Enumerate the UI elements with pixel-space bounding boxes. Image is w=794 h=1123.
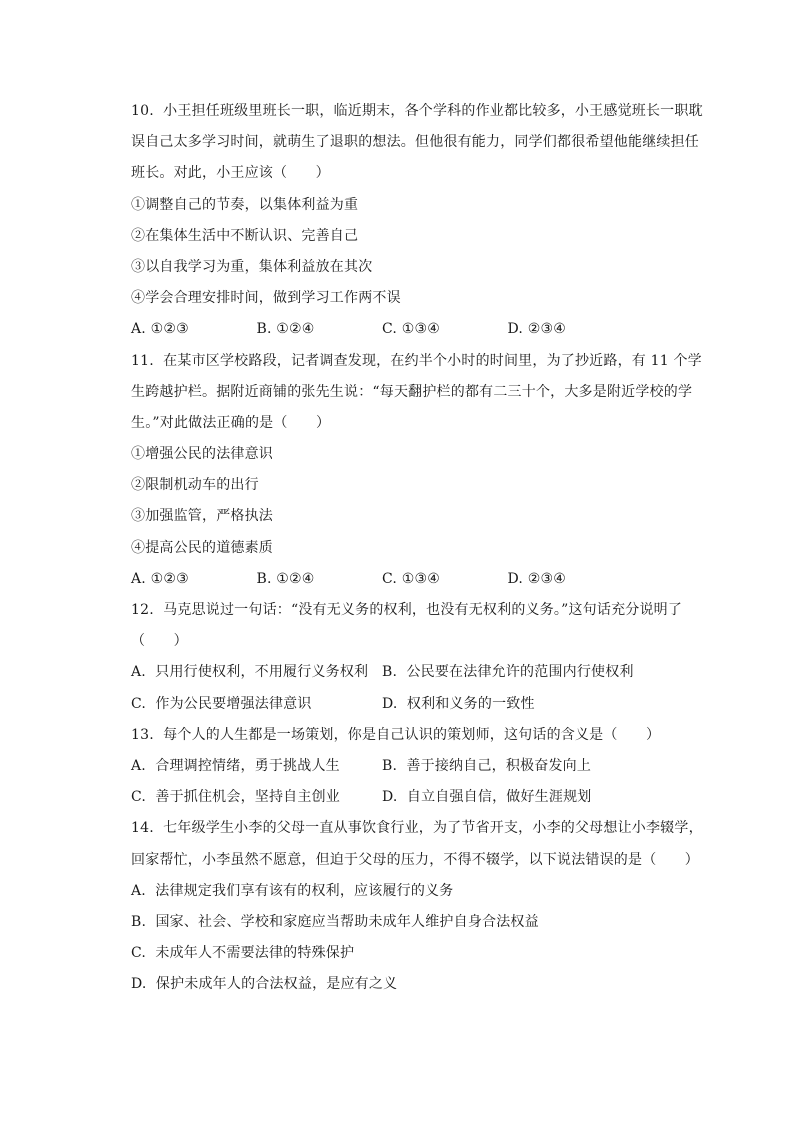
answer-options-row (131, 751, 691, 782)
statement-item: ②限制机动车的出行 (131, 477, 259, 494)
question-stem-line: 生。”对此做法正确的是（ ） (131, 414, 331, 431)
option-b: B. ①②④ (256, 570, 315, 587)
option-d: D. ②③④ (507, 570, 566, 587)
option-b: B. 国家、社会、学校和家庭应当帮助未成年人维护自身合法权益 (131, 913, 539, 930)
answer-options (131, 314, 691, 345)
answer-options-row (131, 689, 691, 720)
question-14 (131, 813, 703, 1000)
answer-options (131, 564, 691, 595)
statement-item: ①增强公民的法律意识 (131, 446, 273, 463)
question-stem-line: 12. 马克思说过一句话：“没有无义务的权利，也没有无权利的义务。”这句话充分说明了 (131, 602, 683, 618)
option-c: C. 善于抓住机会，坚持自主创业 (131, 789, 340, 806)
question-stem-line: 13. 每个人的人生都是一场策划，你是自己认识的策划师，这句话的含义是（ ） (131, 726, 661, 743)
option-c: C. 作为公民要增强法律意识 (131, 695, 312, 712)
question-10 (131, 96, 703, 346)
option-d: D. ②③④ (507, 321, 566, 338)
statement-item: ③加强监管，严格执法 (131, 508, 273, 525)
statement-item: ③以自我学习为重，集体利益放在其次 (131, 258, 373, 275)
question-stem-line: 误自己太多学习时间，就萌生了退职的想法。但他很有能力，同学们都很希望他能继续担任 (131, 134, 699, 151)
question-stem-line: 回家帮忙，小李虽然不愿意，但迫于父母的压力，不得不辍学，以下说法错误的是（ ） (131, 851, 699, 868)
option-c: C. ①③④ (382, 321, 440, 338)
question-stem-line: 生跨越护栏。据附近商铺的张先生说：“每天翻护栏的都有二三十个，大多是附近学校的学 (131, 383, 693, 400)
answer-options-row (131, 782, 691, 813)
option-d: D. 保护未成年人的合法权益，是应有之义 (131, 976, 398, 993)
question-11 (131, 346, 702, 596)
question-stem-line: 班长。对此，小王应该（ ） (131, 165, 330, 182)
option-d: D. 权利和义务的一致性 (382, 695, 535, 712)
statement-item: ①调整自己的节奏，以集体利益为重 (131, 196, 359, 213)
question-stem-line: 11. 在某市区学校路段，记者调查发现，在约半个小时的时间里，为了抄近路，有 11 个学 (131, 352, 702, 369)
option-b: B. 善于接纳自己，积极奋发向上 (382, 757, 592, 774)
option-b: B. ①②④ (256, 321, 315, 338)
question-list (131, 96, 703, 1000)
option-c: C. ①③④ (382, 570, 440, 587)
answer-options-row (131, 657, 691, 688)
option-b: B. 公民要在法律允许的范围内行使权利 (382, 664, 634, 681)
question-12 (131, 595, 691, 720)
option-a: A. 法律规定我们享有该有的权利，应该履行的义务 (131, 882, 454, 899)
option-a: A. 合理调控情绪，勇于挑战人生 (131, 757, 340, 774)
option-a: A. ①②③ (131, 321, 189, 338)
statement-item: ④提高公民的道德素质 (131, 539, 273, 556)
statement-item: ②在集体生活中不断认识、完善自己 (131, 227, 359, 244)
option-c: C. 未成年人不需要法律的特殊保护 (131, 945, 355, 962)
option-d: D. 自立自强自信，做好生涯规划 (382, 789, 592, 806)
option-a: A. ①②③ (131, 570, 189, 587)
question-13 (131, 720, 691, 814)
question-stem-line: （ ） (131, 633, 188, 650)
question-stem-line: 14. 七年级学生小李的父母一直从事饮食行业，为了节省开支，小李的父母想让小李辍学， (131, 820, 703, 837)
question-stem-line: 10. 小王担任班级里班长一职，临近期末，各个学科的作业都比较多，小王感觉班长一职耽 (131, 103, 703, 119)
option-a: A. 只用行使权利，不用履行义务权利 (131, 664, 369, 681)
statement-item: ④学会合理安排时间，做到学习工作两不误 (131, 290, 401, 307)
